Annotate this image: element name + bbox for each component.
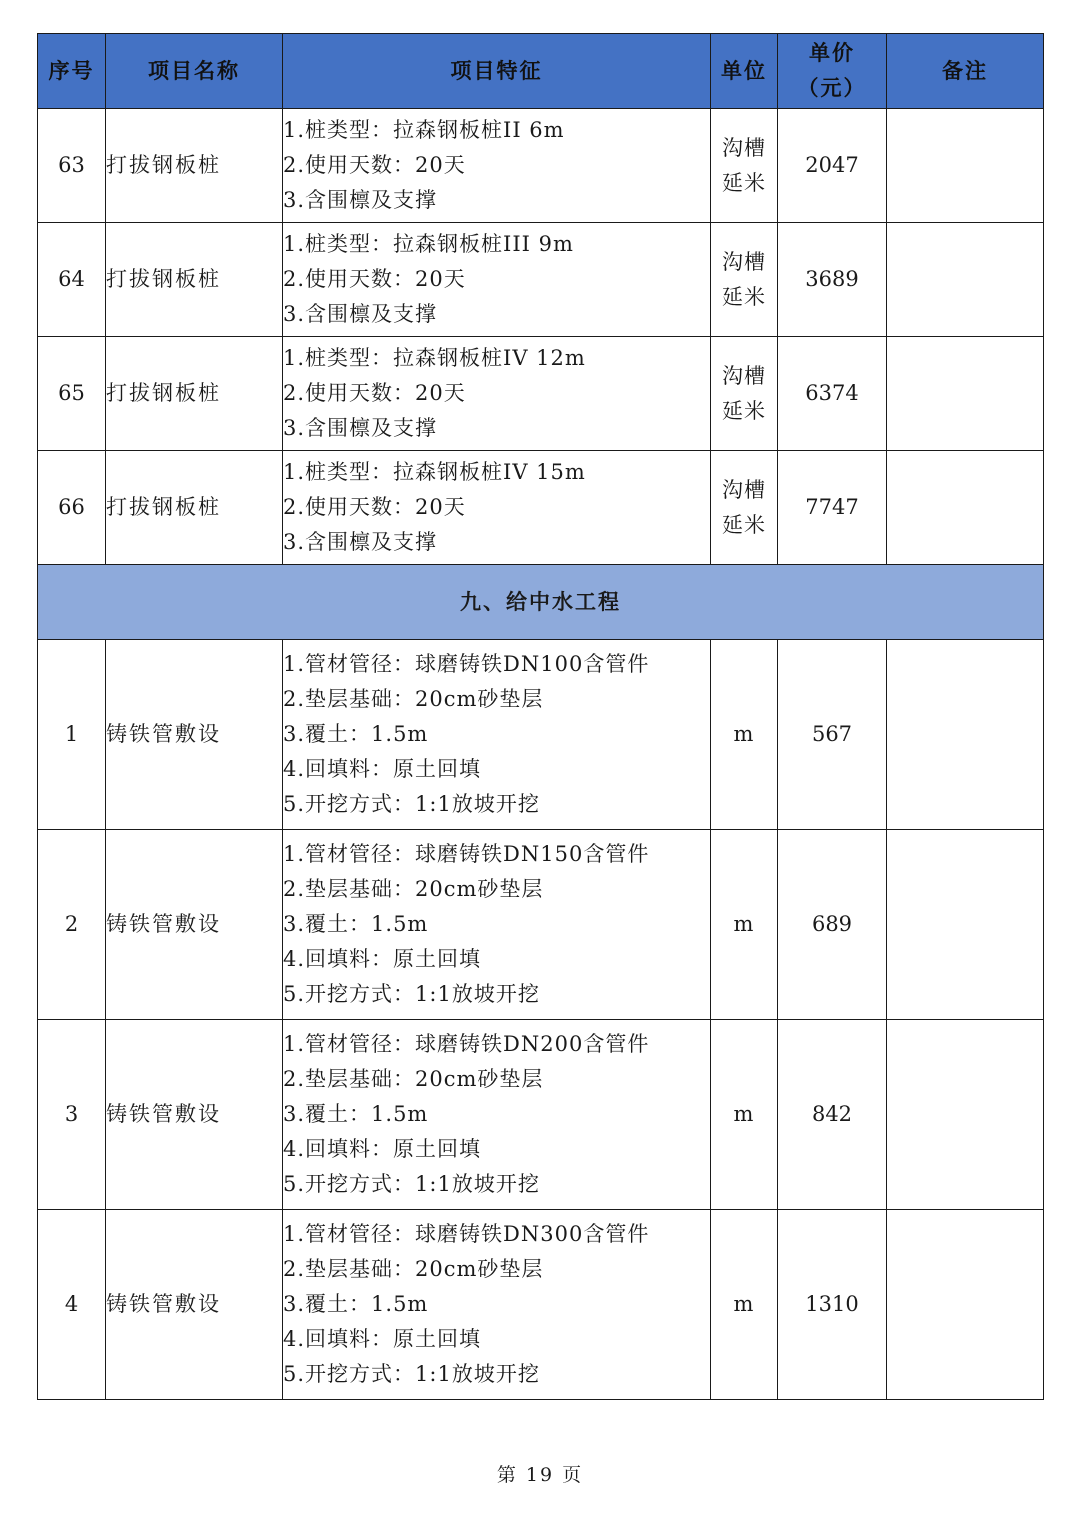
section-row: [38, 565, 1044, 640]
cell-seq: 64: [38, 223, 106, 337]
cell-remark: [887, 1020, 1044, 1210]
cell-name: 打拔钢板桩: [106, 451, 283, 565]
header-seq: 序号: [38, 34, 106, 109]
cell-remark: [887, 1210, 1044, 1400]
cell-remark: [887, 830, 1044, 1020]
cell-name: 打拔钢板桩: [106, 337, 283, 451]
feature-line: 2.使用天数：20天: [283, 153, 466, 177]
unit-line: 延米: [722, 512, 766, 537]
feature-line: 1.管材管径：球磨铸铁DN100含管件: [283, 652, 650, 676]
cell-name: 铸铁管敷设: [106, 1210, 283, 1400]
cell-remark: [887, 109, 1044, 223]
feature-line: 1.桩类型：拉森钢板桩III 9m: [283, 232, 574, 256]
cell-seq: 66: [38, 451, 106, 565]
header-price-line1: 单价: [809, 41, 855, 65]
unit-line: 延米: [722, 170, 766, 195]
feature-line: 2.垫层基础：20cm砂垫层: [283, 1067, 544, 1091]
cell-features: [283, 451, 711, 565]
feature-line: 2.垫层基础：20cm砂垫层: [283, 687, 544, 711]
cell-unit: [711, 109, 778, 223]
feature-line: 1.管材管径：球磨铸铁DN200含管件: [283, 1032, 650, 1056]
cell-features: [283, 1020, 711, 1210]
cell-features: [283, 1210, 711, 1400]
table-row: [38, 640, 1044, 830]
feature-line: 1.桩类型：拉森钢板桩IV 12m: [283, 346, 586, 370]
cell-features: [283, 337, 711, 451]
cell-unit: m: [711, 1210, 778, 1400]
cell-unit: [711, 451, 778, 565]
feature-line: 3.覆土：1.5m: [283, 722, 429, 746]
cell-unit: m: [711, 1020, 778, 1210]
feature-line: 5.开挖方式：1:1放坡开挖: [283, 1172, 540, 1196]
unit-line: 沟槽: [722, 363, 766, 388]
feature-line: 5.开挖方式：1:1放坡开挖: [283, 792, 540, 816]
feature-line: 2.使用天数：20天: [283, 267, 466, 291]
cell-name: 打拔钢板桩: [106, 223, 283, 337]
table-row: [38, 109, 1044, 223]
table-row: [38, 830, 1044, 1020]
cell-seq: 65: [38, 337, 106, 451]
table-row: [38, 451, 1044, 565]
feature-line: 3.含围檩及支撑: [283, 530, 438, 554]
feature-line: 4.回填料：原土回填: [283, 757, 482, 781]
cell-features: [283, 640, 711, 830]
cell-seq: 3: [38, 1020, 106, 1210]
feature-line: 2.使用天数：20天: [283, 381, 466, 405]
cell-seq: 2: [38, 830, 106, 1020]
feature-line: 2.垫层基础：20cm砂垫层: [283, 877, 544, 901]
cell-features: [283, 830, 711, 1020]
header-price-line2: （元）: [797, 76, 867, 100]
header-price: [778, 34, 887, 109]
cell-features: [283, 223, 711, 337]
feature-line: 4.回填料：原土回填: [283, 947, 482, 971]
header-features: 项目特征: [283, 34, 711, 109]
cell-remark: [887, 640, 1044, 830]
unit-line: 沟槽: [722, 135, 766, 160]
cell-price: 689: [778, 830, 887, 1020]
feature-line: 3.含围檩及支撑: [283, 302, 438, 326]
table-row: [38, 1020, 1044, 1210]
cell-remark: [887, 451, 1044, 565]
cell-price: 3689: [778, 223, 887, 337]
feature-line: 3.覆土：1.5m: [283, 912, 429, 936]
cell-name: 打拔钢板桩: [106, 109, 283, 223]
table-row: [38, 1210, 1044, 1400]
cell-seq: 4: [38, 1210, 106, 1400]
cell-remark: [887, 223, 1044, 337]
cell-price: 567: [778, 640, 887, 830]
cell-remark: [887, 337, 1044, 451]
feature-line: 5.开挖方式：1:1放坡开挖: [283, 1362, 540, 1386]
cell-seq: 63: [38, 109, 106, 223]
feature-line: 4.回填料：原土回填: [283, 1137, 482, 1161]
cell-seq: 1: [38, 640, 106, 830]
cell-unit: [711, 337, 778, 451]
cell-unit: m: [711, 640, 778, 830]
page-number: 第 19 页: [496, 1464, 584, 1486]
header-remark: 备注: [887, 34, 1044, 109]
feature-line: 1.管材管径：球磨铸铁DN150含管件: [283, 842, 650, 866]
feature-line: 1.桩类型：拉森钢板桩II 6m: [283, 118, 565, 142]
cell-price: 6374: [778, 337, 887, 451]
cell-price: 2047: [778, 109, 887, 223]
cell-name: 铸铁管敷设: [106, 830, 283, 1020]
header-row: [38, 34, 1044, 109]
cell-features: [283, 109, 711, 223]
unit-line: 沟槽: [722, 477, 766, 502]
feature-line: 3.含围檩及支撑: [283, 188, 438, 212]
header-unit: 单位: [711, 34, 778, 109]
feature-line: 3.覆土：1.5m: [283, 1292, 429, 1316]
table-row: [38, 223, 1044, 337]
cell-name: 铸铁管敷设: [106, 1020, 283, 1210]
feature-line: 5.开挖方式：1:1放坡开挖: [283, 982, 540, 1006]
cell-price: 7747: [778, 451, 887, 565]
cell-unit: [711, 223, 778, 337]
unit-line: 沟槽: [722, 249, 766, 274]
feature-line: 2.垫层基础：20cm砂垫层: [283, 1257, 544, 1281]
table-row: [38, 337, 1044, 451]
price-table: [37, 33, 1044, 1400]
cell-price: 842: [778, 1020, 887, 1210]
cell-price: 1310: [778, 1210, 887, 1400]
unit-line: 延米: [722, 398, 766, 423]
feature-line: 4.回填料：原土回填: [283, 1327, 482, 1351]
feature-line: 2.使用天数：20天: [283, 495, 466, 519]
cell-name: 铸铁管敷设: [106, 640, 283, 830]
feature-line: 3.含围檩及支撑: [283, 416, 438, 440]
section-title: 九、给中水工程: [38, 565, 1044, 640]
feature-line: 3.覆土：1.5m: [283, 1102, 429, 1126]
header-name: 项目名称: [106, 34, 283, 109]
cell-unit: m: [711, 830, 778, 1020]
feature-line: 1.管材管径：球磨铸铁DN300含管件: [283, 1222, 650, 1246]
feature-line: 1.桩类型：拉森钢板桩IV 15m: [283, 460, 586, 484]
unit-line: 延米: [722, 284, 766, 309]
